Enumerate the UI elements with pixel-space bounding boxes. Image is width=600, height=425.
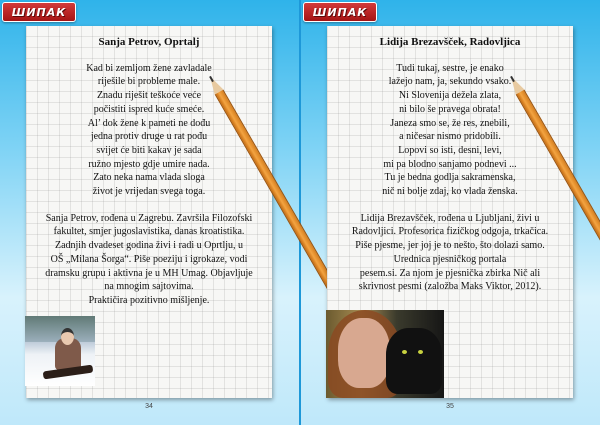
poem-line: jedna protiv druge u rat pođu xyxy=(90,131,208,143)
logo-text: ШИПАК xyxy=(312,5,368,19)
bio-line: dramsku grupu i aktivna je u MH Umag. Objavljuje xyxy=(45,267,253,279)
poem-line: Al’ dok žene k pameti ne dođu xyxy=(87,117,211,129)
poem-line: Janeza smo se, že res, znebili, xyxy=(390,117,510,129)
photo-cat xyxy=(386,328,442,394)
poem-line: Tudi tukaj, sestre, je enako xyxy=(396,62,504,74)
bio-line: Lidija Brezavšček, rođena u Ljubljani, živi u xyxy=(360,212,540,224)
poem-line: Ni Slovenija dežela zlata, xyxy=(398,90,502,102)
poem-line: život je vrijedan svega toga. xyxy=(92,186,206,198)
bio-line: Zadnjih dvadeset godina živi i radi u Oprtlju, u xyxy=(54,240,243,252)
author-bio xyxy=(26,212,272,308)
poem-line: a ničesar nismo pridobili. xyxy=(399,131,501,143)
author-bio xyxy=(327,212,573,294)
bio-line: fakultet, smjer jugoslavistika, danas kroatistika. xyxy=(53,226,245,238)
poem-line: svijet će biti kakav je sada xyxy=(96,144,202,156)
bio-line: Sanja Petrov, rođena u Zagrebu. Završila Filozofski xyxy=(45,212,253,224)
bio-line: skrivnost pesmi (založba Maks Viktor, 2012). xyxy=(358,281,542,293)
author-title: Lidija Brezavšček, Radovljica xyxy=(379,36,521,48)
bio-line: pesem.si. Za njom je pjesnička zbirka Nič ali xyxy=(359,267,541,279)
bio-line: Radovljici. Profesorica fizičkog odgoja, trkačica. xyxy=(351,226,549,238)
author-photo xyxy=(25,316,95,386)
logo xyxy=(2,2,76,22)
bio-line: Piše pjesme, jer joj je to nešto, što dolazi samo. xyxy=(355,240,545,252)
bio-line: na mnogim sajtovima. xyxy=(104,281,194,293)
logo-text: ШИПАК xyxy=(11,5,67,19)
photo-head xyxy=(61,328,74,345)
author-photo xyxy=(326,310,444,398)
cat-eye xyxy=(402,350,407,354)
page-number: 35 xyxy=(446,403,454,410)
poem-line: ružno mjesto gdje umire nada. xyxy=(88,158,210,170)
poem-line: ni bilo še pravega obrata! xyxy=(399,103,501,115)
poem-line: riješile bi probleme male. xyxy=(97,76,201,88)
poem-line: Lopovi so isti, desni, levi, xyxy=(398,144,502,156)
poem-line: nič ni bolje zdaj, ko vlada ženska. xyxy=(382,186,518,198)
bio-line: Urednica pjesničkog portala xyxy=(393,253,507,265)
left-page xyxy=(0,0,298,425)
cat-eye xyxy=(418,350,423,354)
poem-line: Znadu riješit teškoće veće xyxy=(96,90,202,102)
poem-line: mi pa blodno sanjamo podnevi ... xyxy=(383,158,517,170)
page-number: 34 xyxy=(145,403,153,410)
poem-line: lažejo nam, ja, sekundo vsako. xyxy=(388,76,512,88)
poem-line: počistiti ispred kuće smeće. xyxy=(93,103,205,115)
photo-face xyxy=(338,318,390,388)
text-block xyxy=(327,36,573,294)
logo xyxy=(303,2,377,22)
bio-line: Praktičira pozitivno mišljenje. xyxy=(88,294,210,306)
author-title: Sanja Petrov, Oprtalj xyxy=(98,36,200,48)
poem-line: Zato neka nama vlada sloga xyxy=(93,172,205,184)
poem-line: Kad bi zemljom žene zavladale xyxy=(86,62,212,74)
text-block xyxy=(26,36,272,308)
bio-line: OŠ „Milana Šorga“. Piše poeziju i igrokaze, vodi xyxy=(50,253,248,265)
poem-line: Tu je bedna godlja sakramenska, xyxy=(384,172,516,184)
